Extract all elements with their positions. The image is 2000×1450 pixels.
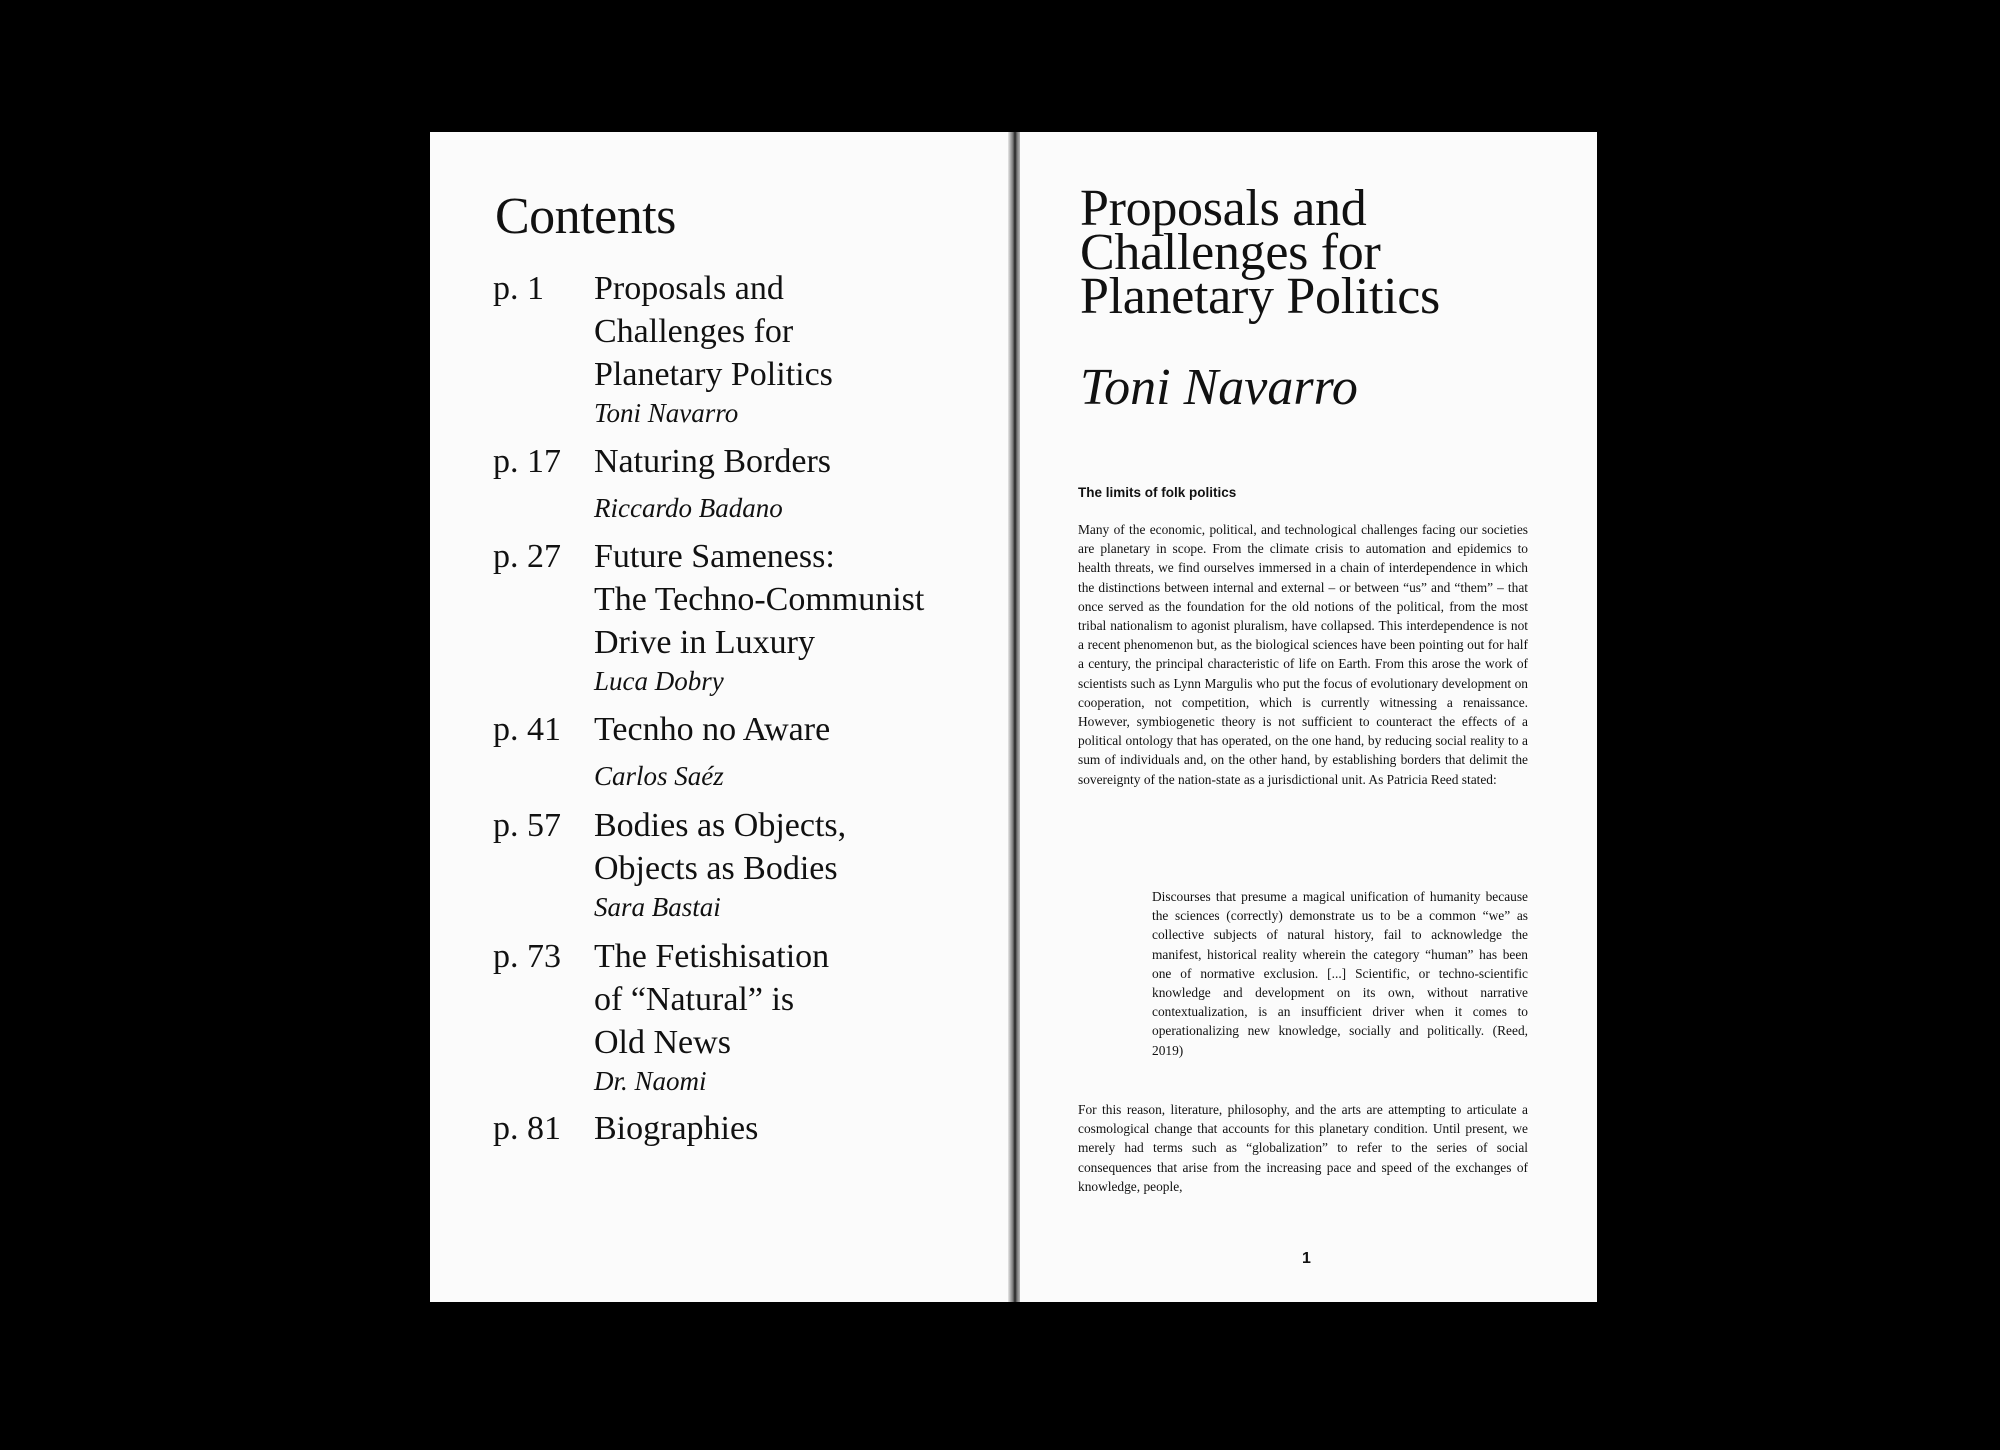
- body-paragraph: Many of the economic, political, and technological challenges facing our societies are planetary in scope. From the climate crisis to automation and epidemics to health threats, we find ourselves immersed in a chain of interdependence in which the distinctions between internal and external – or between “us” and “them” – that once served as the foundation for the old notions of the political, from the most tribal nationalism to agonist pluralism, have collapsed. This interdependence is not a recent phenomenon but, as the biological sciences have been pointing out for half a century, the principal characteristic of life on Earth. From this arose the work of scientists such as Lynn Margulis who put the focus of evolutionary development on cooperation, not competition, which is currently witnessing a renaissance. However, symbiogenetic theory is not sufficient to counteract the effects of a political ontology that has operated, on the one hand, by reducing social reality to a sum of individuals and, on the other hand, by establishing borders that delimit the sovereignty of the nation-state as a jurisdictional unit. As Patricia Reed stated:: [1078, 522, 1528, 787]
- article-page: [1020, 132, 1597, 1302]
- toc-author: Toni Navarro: [594, 398, 739, 428]
- toc-title: Biographies: [594, 1110, 759, 1147]
- contents-heading: Contents: [495, 188, 676, 245]
- toc-page-number: p. 41: [493, 711, 561, 748]
- article-title: Proposals and Challenges for Planetary Politics: [1080, 180, 1440, 325]
- toc-title: Tecnho no Aware: [594, 711, 831, 748]
- page-number: 1: [1302, 1250, 1311, 1267]
- toc-page-number: p. 27: [493, 538, 561, 575]
- toc-page-number: p. 17: [493, 443, 561, 480]
- toc-page-number: p. 57: [493, 807, 561, 844]
- toc-page-number: p. 81: [493, 1110, 561, 1147]
- block-quote: Discourses that presume a magical unification of humanity because the sciences (correctly) demonstrate us to be a common “we” as collective subjects of natural history, fail to acknowledge the manifest, historical reality wherein the category “human” has been one of normative exclusion. [...] Scientific, or techno-scientific knowledge and development on its own, without narrative contextualization, is an insufficient driver when it comes to operationalizing new knowledge, socially and politically. (Reed, 2019): [1152, 889, 1528, 1058]
- article-author: Toni Navarro: [1080, 359, 1358, 416]
- toc-page-number: p. 73: [493, 938, 561, 975]
- toc-title: Future Sameness: The Techno-Communist Drive in Luxury: [594, 538, 925, 661]
- toc-title: Proposals and Challenges for Planetary Politics: [594, 270, 833, 393]
- toc-author: Luca Dobry: [594, 666, 724, 696]
- contents-page: [430, 132, 1010, 1302]
- toc-title: The Fetishisation of “Natural” is Old News: [594, 938, 830, 1061]
- toc-page-number: p. 1: [493, 270, 544, 307]
- toc-author: Carlos Saéz: [594, 761, 724, 791]
- toc-title: Naturing Borders: [594, 443, 832, 480]
- body-paragraph: For this reason, literature, philosophy, and the arts are attempting to articulate a cosmological change that accounts for this planetary condition. Until present, we merely had terms such as “globalization” to refer to the series of social consequences that arise from the increasing pace and speed of the exchanges of knowledge, people,: [1078, 1102, 1528, 1194]
- section-heading: The limits of folk politics: [1078, 485, 1237, 500]
- toc-title: Bodies as Objects, Objects as Bodies: [594, 807, 847, 887]
- toc-author: Sara Bastai: [594, 892, 721, 922]
- toc-author: Riccardo Badano: [594, 493, 783, 523]
- toc-author: Dr. Naomi: [594, 1066, 707, 1096]
